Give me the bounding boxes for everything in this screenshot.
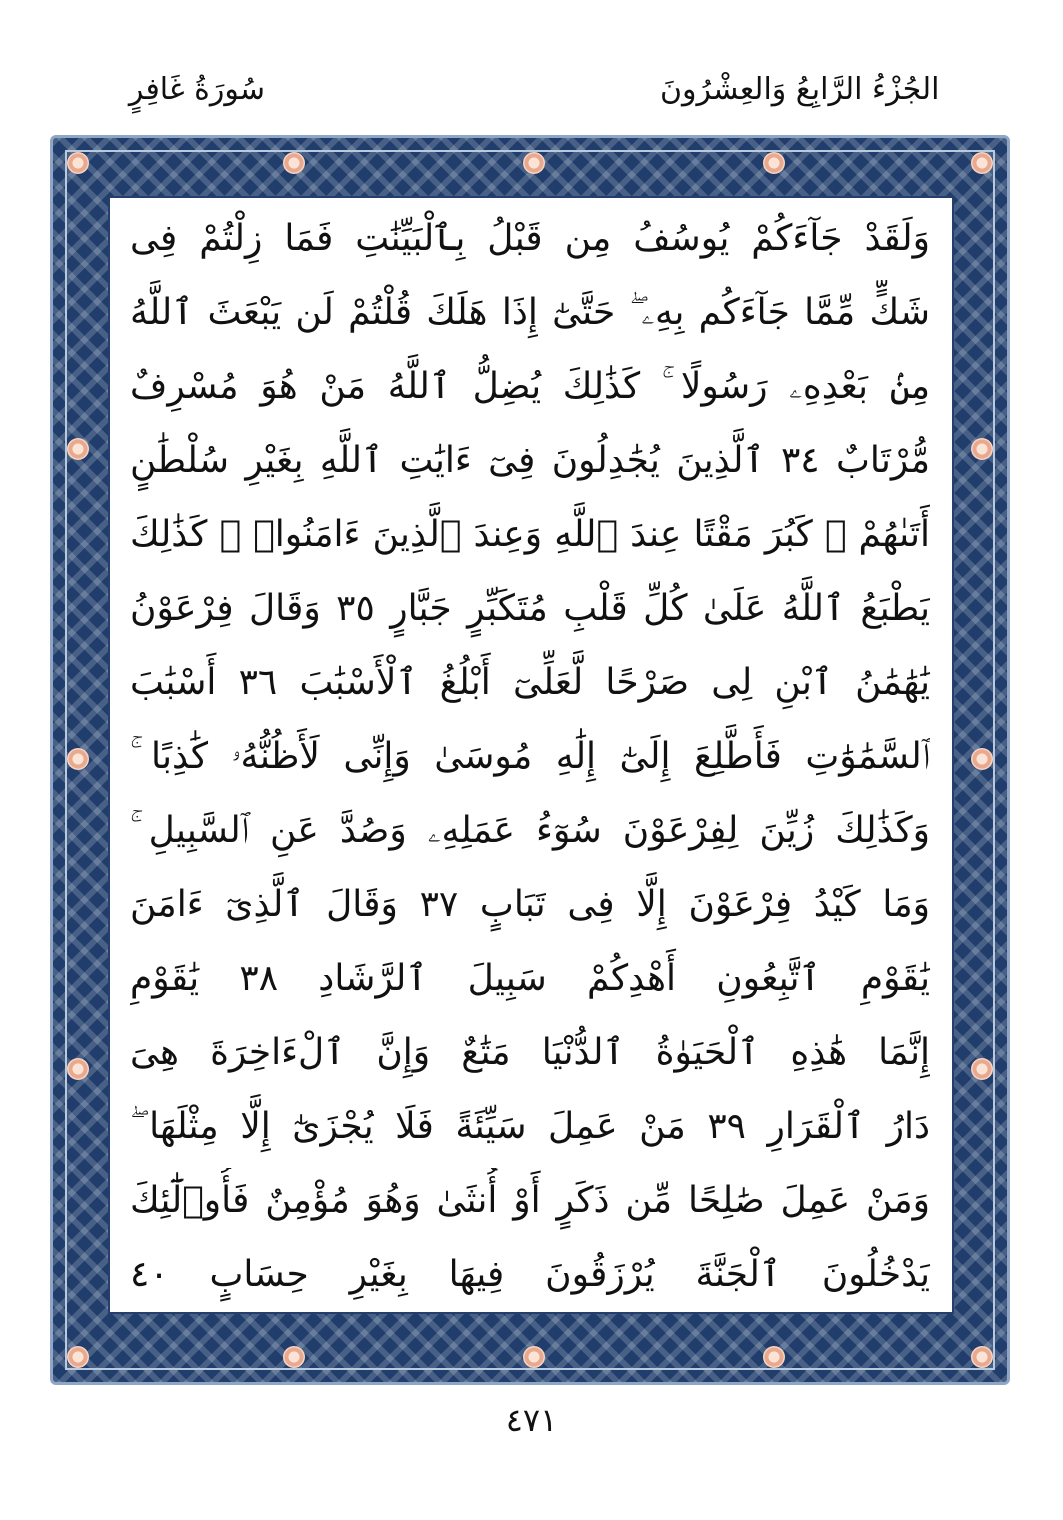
flower-ornament-icon — [67, 1058, 89, 1080]
verse-line: إِنَّمَا هَٰذِهِ ٱلْحَيَوٰةُ ٱلدُّنْيَا مَتَٰعٌ وَإِنَّ ٱلْءَاخِرَةَ هِىَ — [130, 1032, 930, 1073]
verse-line: مِنۢ بَعْدِهِۦ رَسُولًا ۚ كَذَٰلِكَ يُضِلُّ ٱللَّهُ مَنْ هُوَ مُسْرِفٌ — [130, 366, 930, 407]
flower-ornament-icon — [971, 152, 993, 174]
verse-line: يَٰقَوْمِ ٱتَّبِعُونِ أَهْدِكُمْ سَبِيلَ ٱلرَّشَادِ ٣٨ يَٰقَوْمِ — [130, 958, 930, 999]
flower-ornament-icon — [283, 1346, 305, 1368]
flower-ornament-icon — [971, 1058, 993, 1080]
flower-ornament-icon — [283, 152, 305, 174]
verse-line: وَمَنْ عَمِلَ صَٰلِحًا مِّن ذَكَرٍ أَوْ أُنثَىٰ وَهُوَ مُؤْمِنٌ فَأُو۟لَٰٓئِكَ — [130, 1180, 930, 1221]
verse-line: وَمَا كَيْدُ فِرْعَوْنَ إِلَّا فِى تَبَابٍ ٣٧ وَقَالَ ٱلَّذِىٓ ءَامَنَ — [130, 884, 930, 925]
verse-line: أَتَىٰهُمْ ۖ كَبُرَ مَقْتًا عِندَ ٱللَّهِ وَعِندَ ٱلَّذِينَ ءَامَنُوا۟ ۚ كَذَٰلِكَ — [130, 514, 930, 555]
verse-line: وَلَقَدْ جَآءَكُمْ يُوسُفُ مِن قَبْلُ بِٱلْبَيِّنَٰتِ فَمَا زِلْتُمْ فِى — [130, 218, 930, 259]
flower-ornament-icon — [971, 438, 993, 460]
flower-ornament-icon — [971, 1346, 993, 1368]
flower-ornament-icon — [67, 1346, 89, 1368]
flower-ornament-icon — [67, 438, 89, 460]
verse-line: ٱلسَّمَٰوَٰتِ فَأَطَّلِعَ إِلَىٰٓ إِلَٰهِ مُوسَىٰ وَإِنِّى لَأَظُنُّهُۥ كَٰذِبًا ۚ — [130, 736, 930, 777]
juz-header: الجُزْءُ الرَّابِعُ وَالعِشْرُونَ — [660, 72, 940, 107]
flower-ornament-icon — [523, 1346, 545, 1368]
verse-line: مُّرْتَابٌ ٣٤ ٱلَّذِينَ يُجَٰدِلُونَ فِىٓ ءَايَٰتِ ٱللَّهِ بِغَيْرِ سُلْطَٰنٍ — [130, 440, 930, 481]
verse-line: وَكَذَٰلِكَ زُيِّنَ لِفِرْعَوْنَ سُوٓءُ عَمَلِهِۦ وَصُدَّ عَنِ ٱلسَّبِيلِ ۚ — [130, 810, 930, 851]
flower-ornament-icon — [971, 748, 993, 770]
flower-ornament-icon — [763, 152, 785, 174]
verse-line: يَطْبَعُ ٱللَّهُ عَلَىٰ كُلِّ قَلْبِ مُتَكَبِّرٍ جَبَّارٍ ٣٥ وَقَالَ فِرْعَوْنُ — [130, 588, 930, 629]
flower-ornament-icon — [763, 1346, 785, 1368]
page-number: ٤٧١ — [505, 1401, 558, 1439]
flower-ornament-icon — [67, 152, 89, 174]
quran-text-panel — [108, 196, 954, 1314]
flower-ornament-icon — [523, 152, 545, 174]
verse-line: شَكٍّ مِّمَّا جَآءَكُم بِهِۦ ۖ حَتَّىٰٓ إِذَا هَلَكَ قُلْتُمْ لَن يَبْعَثَ ٱللَّهُ — [130, 292, 930, 333]
verse-line: يَدْخُلُونَ ٱلْجَنَّةَ يُرْزَقُونَ فِيهَا بِغَيْرِ حِسَابٍ ٤٠ — [130, 1254, 930, 1295]
verse-line: دَارُ ٱلْقَرَارِ ٣٩ مَنْ عَمِلَ سَيِّئَةً فَلَا يُجْزَىٰٓ إِلَّا مِثْلَهَا ۖ — [130, 1106, 930, 1147]
flower-ornament-icon — [67, 748, 89, 770]
verse-line: يَٰهَٰمَٰنُ ٱبْنِ لِى صَرْحًا لَّعَلِّىٓ أَبْلُغُ ٱلْأَسْبَٰبَ ٣٦ أَسْبَٰبَ — [130, 662, 930, 703]
surah-header: سُورَةُ غَافِرٍ — [128, 72, 265, 107]
